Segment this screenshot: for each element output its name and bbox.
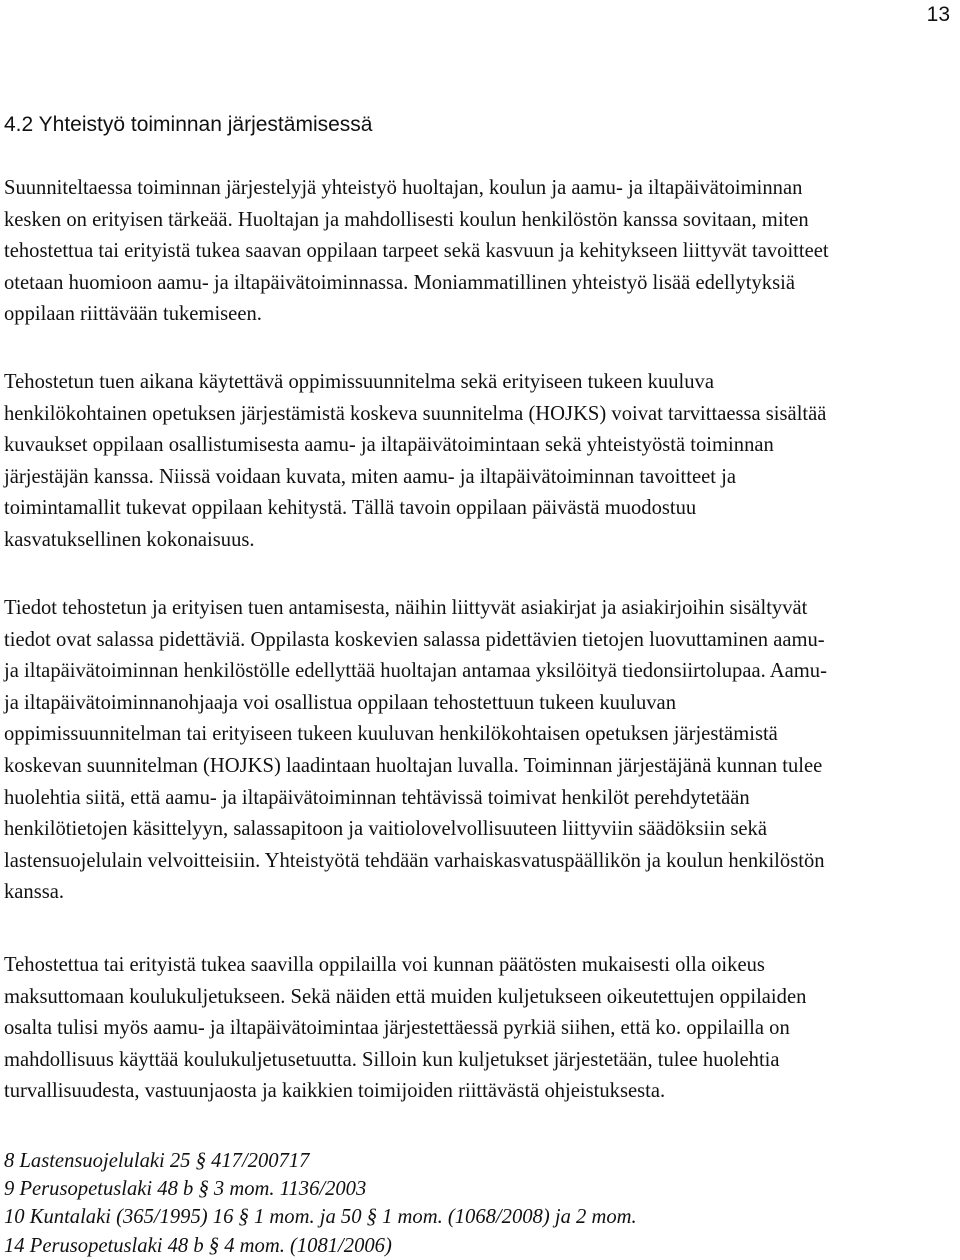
page-number: 13 <box>926 3 950 26</box>
footnote: 8 Lastensuojelulaki 25 § 417/200717 <box>4 1150 310 1172</box>
footnote: 10 Kuntalaki (365/1995) 16 § 1 mom. ja 50 § 1 mom. (1068/2008) ja 2 mom. <box>4 1206 637 1229</box>
paragraph-4 <box>4 950 956 1108</box>
paragraph-line: Tehostettua tai erityistä tukea saavilla oppilailla voi kunnan päätösten mukaisesti olla oikeus <box>4 954 765 976</box>
paragraph-line: maksuttomaan koulukuljetukseen. Sekä näiden että muiden kuljetukseen oikeutettujen oppilaiden <box>4 985 807 1008</box>
paragraph-line: ja iltapäivätoiminnanohjaaja voi osallistua oppilaan tehostettuun tukeen kuuluvan <box>4 691 676 714</box>
paragraph-line: Suunniteltaessa toiminnan järjestelyjä yhteistyö huoltajan, koulun ja aamu- ja iltapäivätoiminnan <box>4 177 803 199</box>
paragraph-line: osalta tulisi myös aamu- ja iltapäivätoimintaa järjestettäessä pyrkiä siihen, että ko. oppilailla on <box>4 1017 790 1040</box>
paragraph-line: turvallisuudesta, vastuunjaosta ja kaikkien toimijoiden riittävästä ohjeistuksesta. <box>4 1080 666 1103</box>
paragraph-line: huolehtia siitä, että aamu- ja iltapäivätoiminnan tehtävissä toimivat henkilöt perehdytetään <box>4 786 750 809</box>
paragraph-line: mahdollisuus käyttää koulukuljetusetuutta. Silloin kun kuljetukset järjestetään, tulee huolehtia <box>4 1048 780 1071</box>
footnotes <box>4 1147 637 1260</box>
paragraph-line: oppimissuunnitelman tai erityiseen tukeen kuuluvan henkilökohtaisen opetuksen järjestämistä <box>4 723 778 746</box>
paragraph-line: Tehostetun tuen aikana käytettävä oppimissuunnitelma sekä erityiseen tukeen kuuluva <box>4 371 714 393</box>
paragraph-line: otetaan huomioon aamu- ja iltapäivätoiminnassa. Moniammatillinen yhteistyö lisää edellytyksiä <box>4 271 795 294</box>
paragraph-line: koskevan suunnitelman (HOJKS) laadintaan huoltajan luvalla. Toiminnan järjestäjänä kunnan tulee <box>4 754 823 777</box>
paragraph-line: Tiedot tehostetun ja erityisen tuen antamisesta, näihin liittyvät asiakirjat ja asiakirjoihin sisältyvät <box>4 597 808 619</box>
paragraph-line: oppilaan riittävään tukemiseen. <box>4 303 262 326</box>
paragraph-line: järjestäjän kanssa. Niissä voidaan kuvata, miten aamu- ja iltapäivätoiminnan tavoitteet ja <box>4 465 736 488</box>
paragraph-1 <box>4 173 956 331</box>
paragraph-line: kesken on erityisen tärkeää. Huoltajan ja mahdollisesti koulun henkilöstön kanssa sovitaan, miten <box>4 208 809 231</box>
paragraph-line: ja iltapäivätoiminnan henkilöstölle edellyttää huoltajan antamaa yksilöityä tiedonsiirtolupaa. Aamu- <box>4 660 827 683</box>
paragraph-line: lastensuojelulain velvoitteisiin. Yhteistyötä tehdään varhaiskasvatuspäällikön ja koulun henkilöstön <box>4 849 825 872</box>
paragraph-line: kasvatuksellinen kokonaisuus. <box>4 528 255 551</box>
paragraph-2 <box>4 367 956 557</box>
paragraph-line: tehostettua tai erityistä tukea saavan oppilaan tarpeet sekä kasvuun ja kehitykseen liittyvät tavoitteet <box>4 240 829 263</box>
section-heading: 4.2 Yhteistyö toiminnan järjestämisessä <box>4 113 373 136</box>
paragraph-line: henkilökohtainen opetuksen järjestämistä koskeva suunnitelma (HOJKS) voivat tarvittaessa sisältää <box>4 402 827 425</box>
footnote: 14 Perusopetuslaki 48 b § 4 mom. (1081/2006) <box>4 1234 392 1257</box>
paragraph-line: toimintamallit tukevat oppilaan kehitystä. Tällä tavoin oppilaan päivästä muodostuu <box>4 497 697 520</box>
paragraph-line: kuvaukset oppilaan osallistumisesta aamu- ja iltapäivätoimintaan sekä yhteistyöstä toiminnan <box>4 434 774 457</box>
paragraph-line: tiedot ovat salassa pidettäviä. Oppilasta koskevien salassa pidettävien tietojen luovuttaminen aamu- <box>4 628 825 651</box>
footnote: 9 Perusopetuslaki 48 b § 3 mom. 1136/2003 <box>4 1178 367 1201</box>
paragraph-3 <box>4 593 956 909</box>
paragraph-line: kanssa. <box>4 881 65 904</box>
paragraph-line: henkilötietojen käsittelyyn, salassapitoon ja vaitiolovelvollisuuteen liittyviin säädöksiin sekä <box>4 818 767 841</box>
